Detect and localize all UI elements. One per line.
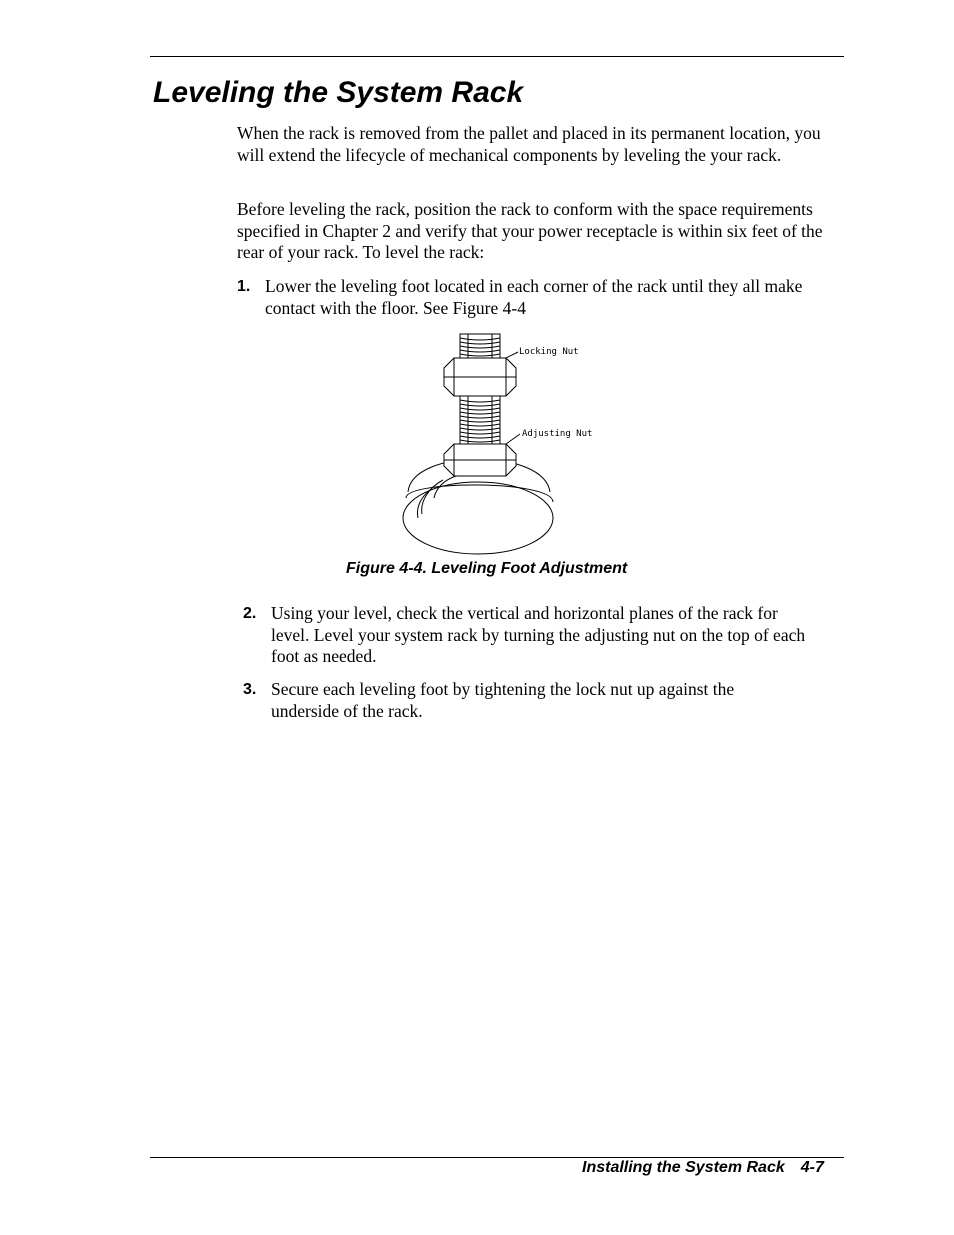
footer-chapter-title: Installing the System Rack — [582, 1159, 785, 1176]
step-1 — [237, 276, 847, 320]
page-footer — [582, 1158, 824, 1178]
step-text-line: underside of the rack. — [271, 700, 423, 721]
adjusting-nut-label: Adjusting Nut — [522, 429, 593, 439]
step-number: 3. — [243, 681, 257, 698]
step-text-line: Using your level, check the vertical and horizontal planes of the rack for — [271, 603, 778, 623]
step-2 — [243, 603, 847, 669]
intro-paragraph: When the rack is removed from the pallet and placed in its permanent location, you will extend the lifecycle of mechanical components by leveling the your rack. — [237, 123, 821, 165]
step-text-line: foot as needed. — [271, 646, 377, 666]
step-number: 1. — [237, 278, 251, 295]
figure-caption: Figure 4-4. Leveling Foot Adjustment — [346, 560, 628, 577]
leveling-foot-figure — [398, 330, 598, 558]
step-number: 2. — [243, 605, 257, 622]
step-text-line: contact with the floor. See Figure 4-4 — [265, 297, 526, 318]
step-text-line: level. Level your system rack by turning the adjusting nut on the top of each — [271, 624, 806, 645]
section-title: Leveling the System Rack — [153, 76, 524, 109]
header-rule — [150, 56, 844, 57]
step-text-line: Lower the leveling foot located in each corner of the rack until they all make — [265, 276, 803, 296]
prerequisite-paragraph: Before leveling the rack, position the rack to conform with the space requirements specified in Chapter 2 and verify that your power receptacle is within six feet of the rear of your rack. To level the rack: — [237, 199, 823, 262]
step-text-line: Secure each leveling foot by tightening the lock nut up against the — [271, 679, 735, 699]
step-3 — [243, 679, 847, 723]
locking-nut-label: Locking Nut — [519, 347, 579, 357]
leveling-foot-illustration — [398, 330, 598, 558]
footer-page-number: 4-7 — [800, 1159, 824, 1176]
